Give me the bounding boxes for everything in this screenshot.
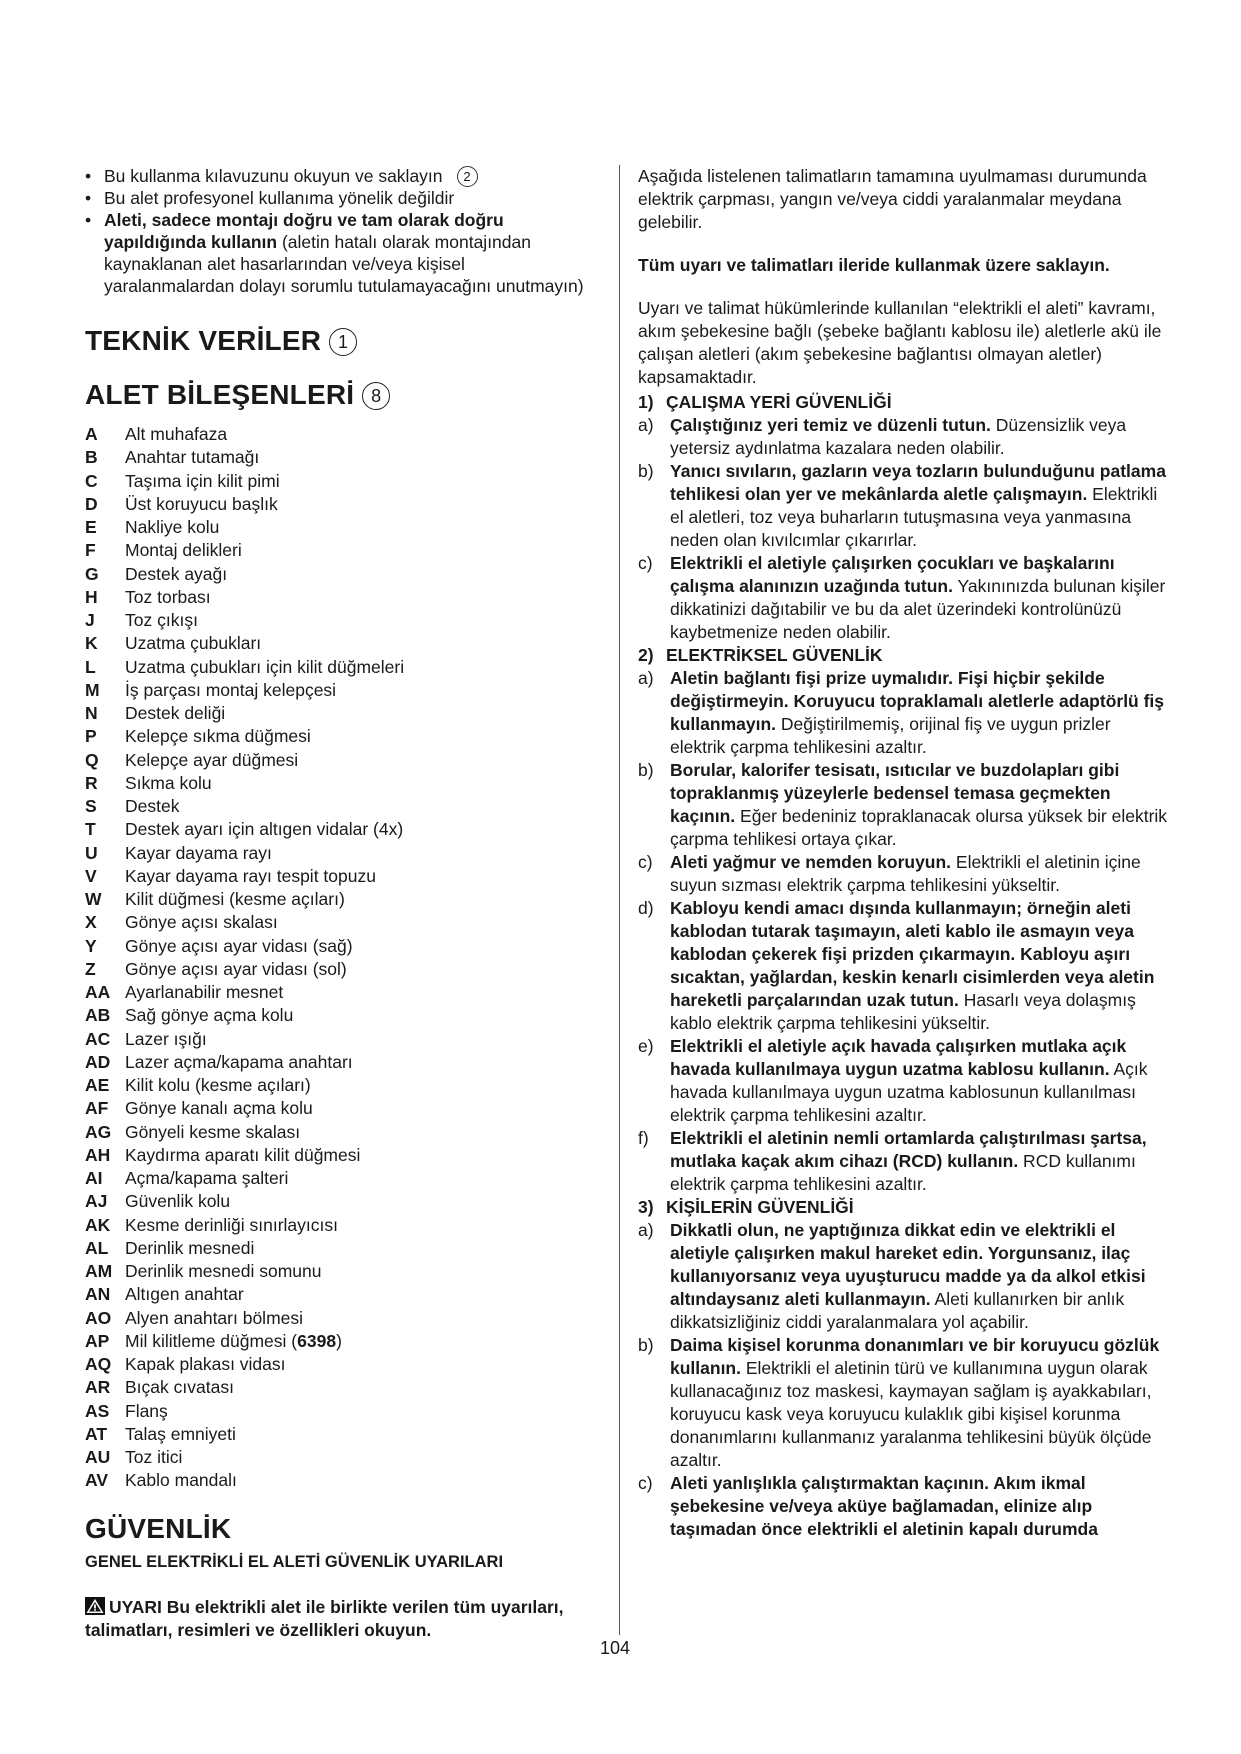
- safety-item: b) Yanıcı sıvıların, gazların veya tozların bulunduğunu patlama tehlikesi olan yer ve mekânlarda aletle çalışmayın. Elektrikli el aletleri, toz veya buharların tutuşmasına veya yanmasına neden olan kıvılcımlar çıkarırlar.: [638, 461, 1166, 550]
- part-code: AP: [85, 1330, 110, 1351]
- part-label: Toz çıkışı: [125, 610, 198, 630]
- part-code: AF: [85, 1098, 109, 1119]
- part-label: Kilit düğmesi (kesme açıları): [125, 889, 345, 909]
- part-label: Toz torbası: [125, 586, 211, 607]
- part-code: AH: [85, 1144, 111, 1165]
- part-code: H: [85, 586, 98, 607]
- part-row: [85, 656, 585, 679]
- part-code: A: [85, 424, 98, 444]
- part-label: Sıkma kolu: [125, 772, 212, 793]
- part-row: [85, 772, 585, 795]
- part-code: V: [85, 865, 97, 886]
- bullet-item: • Bu alet profesyonel kullanıma yönelik değildir: [85, 187, 585, 209]
- part-code: P: [85, 726, 97, 747]
- right-column: [638, 165, 1168, 1541]
- parts-heading: ALET BİLEŞENLERİ 8: [85, 379, 585, 411]
- part-label: Kaydırma aparatı kilit düğmesi: [125, 1144, 361, 1165]
- part-code: AG: [85, 1121, 112, 1142]
- part-row: [85, 1190, 585, 1213]
- part-label: Gönye kanalı açma kolu: [125, 1098, 313, 1119]
- part-row: [85, 795, 585, 818]
- part-row: [85, 1028, 585, 1051]
- tech-data-heading: TEKNİK VERİLER 1: [85, 325, 585, 357]
- part-label: Destek deliği: [125, 703, 226, 723]
- part-code: S: [85, 796, 97, 816]
- part-label: Uzatma çubukları: [125, 633, 262, 654]
- part-code: AV: [85, 1470, 109, 1491]
- part-row: [85, 586, 585, 609]
- safety-item: a) Çalıştığınız yeri temiz ve düzenli tutun. Düzensizlik veya yetersiz aydınlatma kazalara neden olabilir.: [638, 415, 1127, 458]
- part-code: W: [85, 889, 102, 909]
- part-code: Q: [85, 749, 99, 770]
- part-code: AL: [85, 1237, 109, 1258]
- part-label: Destek: [125, 796, 180, 816]
- part-label: Derinlik mesnedi somunu: [125, 1261, 322, 1281]
- bullet-item: • Aleti, sadece montajı doğru ve tam olarak doğru yapıldığında kullanın (aletin hatalı olarak montajından kaynaklanan alet hasarlarından ve/veya kişisel yaralanmalardan dolayı sorumlu tutulamayacağını unutmayın): [85, 209, 585, 297]
- part-label: Güvenlik kolu: [125, 1191, 231, 1212]
- part-label: Nakliye kolu: [125, 517, 220, 537]
- figure-ref-badge: 2: [457, 166, 478, 187]
- part-row: [85, 1400, 585, 1423]
- part-code: E: [85, 517, 97, 537]
- part-code: AN: [85, 1284, 111, 1305]
- part-label: Kesme derinliği sınırlayıcısı: [125, 1214, 338, 1235]
- part-code: AS: [85, 1400, 110, 1421]
- part-code: AR: [85, 1377, 111, 1398]
- part-row: [85, 1051, 585, 1074]
- part-code: U: [85, 842, 98, 863]
- part-code: Z: [85, 958, 96, 979]
- part-label: Talaş emniyeti: [125, 1423, 236, 1444]
- safety-item: b) Daima kişisel korunma donanımları ve bir koruyucu gözlük kullanın. Elektrikli el aletinin türü ve kullanımına uygun olarak kullanacağınız toz maskesi, kaymayan sağlam iş ayakkabıları, koruyucu kask veya koruyucu kulaklık gibi kişisel korunma donanımlarını kullanmanız yaralanma tehlikesini büyük ölçüde azaltır.: [638, 1335, 1160, 1470]
- part-row: [85, 842, 585, 865]
- part-label: Alt muhafaza: [125, 424, 228, 444]
- part-row: [85, 1260, 585, 1283]
- part-code: D: [85, 493, 98, 514]
- part-label: Kelepçe ayar düğmesi: [125, 749, 299, 770]
- part-label: Anahtar tutamağı: [125, 447, 260, 468]
- part-code: AO: [85, 1307, 112, 1328]
- intro-paragraph: Aşağıda listelenen talimatların tamamına uyulmaması durumunda elektrik çarpması, yangın ve/veya ciddi yaralanmalar meydana gelebilir.: [638, 166, 1147, 232]
- part-label: Kablo mandalı: [125, 1470, 237, 1491]
- part-code: AC: [85, 1028, 111, 1049]
- part-row: [85, 981, 585, 1004]
- safety-section-heading: 2) ELEKTRİKSEL GÜVENLİK: [638, 645, 883, 665]
- part-code: T: [85, 819, 96, 840]
- part-label: Lazer ışığı: [125, 1028, 207, 1049]
- part-label: Toz itici: [125, 1447, 183, 1467]
- definition-paragraph: Uyarı ve talimat hükümlerinde kullanılan “elektrikli el aleti” kavramı, akım şebekesine bağlı (şebeke bağlantı kablosu ile) aletlerle akü ile çalışan aletleri (akım şebekesine bağlantısı olmayan aletler) kapsamaktadır.: [638, 298, 1162, 387]
- part-code: AK: [85, 1214, 111, 1235]
- part-row: [85, 446, 585, 469]
- safety-item: c) Aleti yağmur ve nemden koruyun. Elektrikli el aletinin içine suyun sızması elektrik çarpma tehlikesini yükseltir.: [638, 852, 1141, 895]
- figure-ref-badge: 1: [329, 328, 357, 356]
- part-row: [85, 423, 585, 446]
- part-code: G: [85, 563, 99, 584]
- part-label: Uzatma çubukları için kilit düğmeleri: [125, 656, 405, 677]
- part-row: [85, 493, 585, 516]
- part-label: Gönye açısı skalası: [125, 912, 278, 933]
- safety-item: a) Aletin bağlantı fişi prize uymalıdır. Fişi hiçbir şekilde değiştirmeyin. Koruyucu topraklamalı aletlerle adaptörlü fiş kullanmayın. Değiştirilmemiş, orijinal fiş ve uygun prizler elektrik çarpma tehlikesini azaltır.: [638, 668, 1165, 757]
- part-label: Kayar dayama rayı tespit topuzu: [125, 865, 376, 886]
- safety-item: d) Kabloyu kendi amacı dışında kullanmayın; örneğin aleti kablodan tutarak taşımayın, aleti kablo ile asmayın veya kablodan çekerek fişi prizden çıkarmayın. Kabloyu aşırı sıcaktan, yağlardan, keskin kenarlı cisimlerden veya aletin hareketli parçalarından uzak tutun. Hasarlı veya dolaşmış kablo elektrik çarpma tehlikesini yükseltir.: [638, 898, 1155, 1033]
- part-label: Kelepçe sıkma düğmesi: [125, 726, 311, 747]
- part-code: AI: [85, 1168, 103, 1188]
- part-code: Y: [85, 935, 97, 956]
- part-label: Açma/kapama şalteri: [125, 1168, 289, 1188]
- part-row: [85, 1167, 585, 1190]
- part-code: C: [85, 470, 98, 491]
- safety-item: b) Borular, kalorifer tesisatı, ısıtıcılar ve buzdolapları gibi topraklanmış yüzeylerle bedensel temasa geçmekten kaçının. Eğer bedeniniz topraklanacak olursa yüksek bir elektrik çarpma tehlikesi ortaya çıkar.: [638, 760, 1168, 849]
- part-label: Gönye açısı ayar vidası (sağ): [125, 935, 353, 956]
- part-code: L: [85, 656, 96, 677]
- left-column: [85, 165, 585, 1642]
- part-code: N: [85, 703, 98, 723]
- warning-paragraph: UYARI Bu elektrikli alet ile birlikte verilen tüm uyarıları, talimatları, resimleri ve özellikleri okuyun.: [85, 1596, 564, 1640]
- part-code: AJ: [85, 1191, 108, 1212]
- part-row: [85, 563, 585, 586]
- part-code: AD: [85, 1051, 111, 1072]
- safety-item: e) Elektrikli el aletiyle açık havada çalışırken mutlaka açık havada kullanılmaya uygun uzatma kablosu kullanın. Açık havada kullanılmaya uygun uzatma kablosunun kullanılması elektrik çarpma tehlikesini azaltır.: [638, 1036, 1148, 1125]
- safety-subheading: GENEL ELEKTRİKLİ EL ALETİ GÜVENLİK UYARILARI: [85, 1552, 504, 1571]
- part-row: [85, 1237, 585, 1260]
- column-divider: [619, 165, 620, 1635]
- part-row: [85, 1097, 585, 1120]
- part-code: R: [85, 772, 98, 793]
- part-code: K: [85, 633, 98, 654]
- bullet-item: • Bu kullanma kılavuzunu okuyun ve saklayın 2: [85, 165, 585, 187]
- part-label: Destek ayarı için altıgen vidalar (4x): [125, 819, 404, 840]
- figure-ref-badge: 8: [362, 382, 390, 410]
- part-label: Gönye açısı ayar vidası (sol): [125, 958, 347, 979]
- safety-item: a) Dikkatli olun, ne yaptığınıza dikkat edin ve elektrikli el aletiyle çalışırken makul hareket edin. Yorgunsanız, ilaç kullanıyorsanız veya uyuşturucu madde ya da alkol etkisi altındaysanız aleti kullanmayın. Aleti kullanırken bir anlık dikkatsizliğiniz ciddi yaralanmalara yol açabilir.: [638, 1220, 1146, 1332]
- part-row: [85, 888, 585, 911]
- part-row: [85, 935, 585, 958]
- part-row: [85, 1074, 585, 1097]
- part-label: Taşıma için kilit pimi: [125, 470, 280, 491]
- part-row: [85, 749, 585, 772]
- part-row: [85, 818, 585, 841]
- part-label: Derinlik mesnedi: [125, 1237, 255, 1258]
- part-row: [85, 1283, 585, 1306]
- part-row: [85, 1353, 585, 1376]
- part-code: AU: [85, 1447, 111, 1467]
- part-label: Kayar dayama rayı: [125, 842, 272, 863]
- keep-instructions: Tüm uyarı ve talimatları ileride kullanmak üzere saklayın.: [638, 255, 1110, 275]
- part-row: [85, 1330, 585, 1353]
- part-label: Destek ayağı: [125, 563, 228, 584]
- part-row: [85, 725, 585, 748]
- part-row: [85, 632, 585, 655]
- part-label: Bıçak cıvatası: [125, 1377, 234, 1398]
- part-row: [85, 516, 585, 539]
- intro-bullets: [85, 165, 585, 297]
- part-row: [85, 1423, 585, 1446]
- part-label: Sağ gönye açma kolu: [125, 1005, 294, 1026]
- part-code: AE: [85, 1075, 110, 1095]
- part-row: [85, 539, 585, 562]
- part-code: M: [85, 679, 100, 700]
- part-row: [85, 1121, 585, 1144]
- part-label: Gönyeli kesme skalası: [125, 1121, 301, 1142]
- part-label: Ayarlanabilir mesnet: [125, 982, 284, 1002]
- part-row: [85, 1469, 585, 1492]
- part-label: Altıgen anahtar: [125, 1284, 244, 1305]
- part-row: [85, 1446, 585, 1469]
- part-row: [85, 679, 585, 702]
- part-row: [85, 1307, 585, 1330]
- page-number: 104: [600, 1638, 631, 1658]
- part-label: Montaj delikleri: [125, 540, 242, 561]
- part-code: AA: [85, 982, 111, 1002]
- part-row: [85, 470, 585, 493]
- part-label: Kilit kolu (kesme açıları): [125, 1075, 311, 1095]
- part-label: Alyen anahtarı bölmesi: [125, 1307, 304, 1328]
- part-label: Flanş: [125, 1400, 168, 1421]
- warning-triangle-icon: [85, 1597, 105, 1615]
- part-label: İş parçası montaj kelepçesi: [125, 679, 337, 700]
- safety-item: c) Aleti yanlışlıkla çalıştırmaktan kaçının. Akım ikmal şebekesine ve/veya aküye bağlamadan, elinize alıp taşımadan önce elektrikli el aletinin kapalı durumda: [638, 1473, 1098, 1539]
- part-code: F: [85, 540, 96, 561]
- part-label: Üst koruyucu başlık: [125, 493, 278, 514]
- safety-heading: GÜVENLİK: [85, 1512, 232, 1544]
- part-label: Kapak plakası vidası: [125, 1354, 286, 1374]
- part-code: AM: [85, 1261, 113, 1281]
- parts-list: [85, 423, 585, 1493]
- safety-section-heading: 1) ÇALIŞMA YERİ GÜVENLİĞİ: [638, 392, 892, 412]
- part-label: Lazer açma/kapama anahtarı: [125, 1051, 353, 1072]
- part-code: B: [85, 447, 98, 468]
- safety-section-heading: 3) KİŞİLERİN GÜVENLİĞİ: [638, 1197, 854, 1217]
- part-row: [85, 1376, 585, 1399]
- part-code: AQ: [85, 1354, 112, 1374]
- part-row: [85, 911, 585, 934]
- part-row: [85, 1214, 585, 1237]
- part-row: [85, 865, 585, 888]
- part-row: [85, 1144, 585, 1167]
- part-row: [85, 1004, 585, 1027]
- safety-item: c) Elektrikli el aletiyle çalışırken çocukları ve başkalarını çalışma alanınızın uzağında tutun. Yakınınızda bulunan kişiler dikkatinizi dağıtabilir ve bu da alet üzerindeki kontrolünüzü kaybetmenize neden olabilir.: [638, 553, 1166, 642]
- part-code: X: [85, 912, 97, 933]
- part-label: Mil kilitleme düğmesi (6398): [125, 1330, 342, 1351]
- part-code: AB: [85, 1005, 111, 1026]
- safety-item: f) Elektrikli el aletinin nemli ortamlarda çalıştırılması şartsa, mutlaka kaçak akım cihazı (RCD) kullanın. RCD kullanımı elektrik çarpma tehlikesini azaltır.: [638, 1128, 1147, 1194]
- part-code: AT: [85, 1423, 108, 1444]
- part-row: [85, 702, 585, 725]
- safety-sections: [638, 391, 1168, 1541]
- part-row: [85, 958, 585, 981]
- part-code: J: [85, 610, 95, 630]
- part-row: [85, 609, 585, 632]
